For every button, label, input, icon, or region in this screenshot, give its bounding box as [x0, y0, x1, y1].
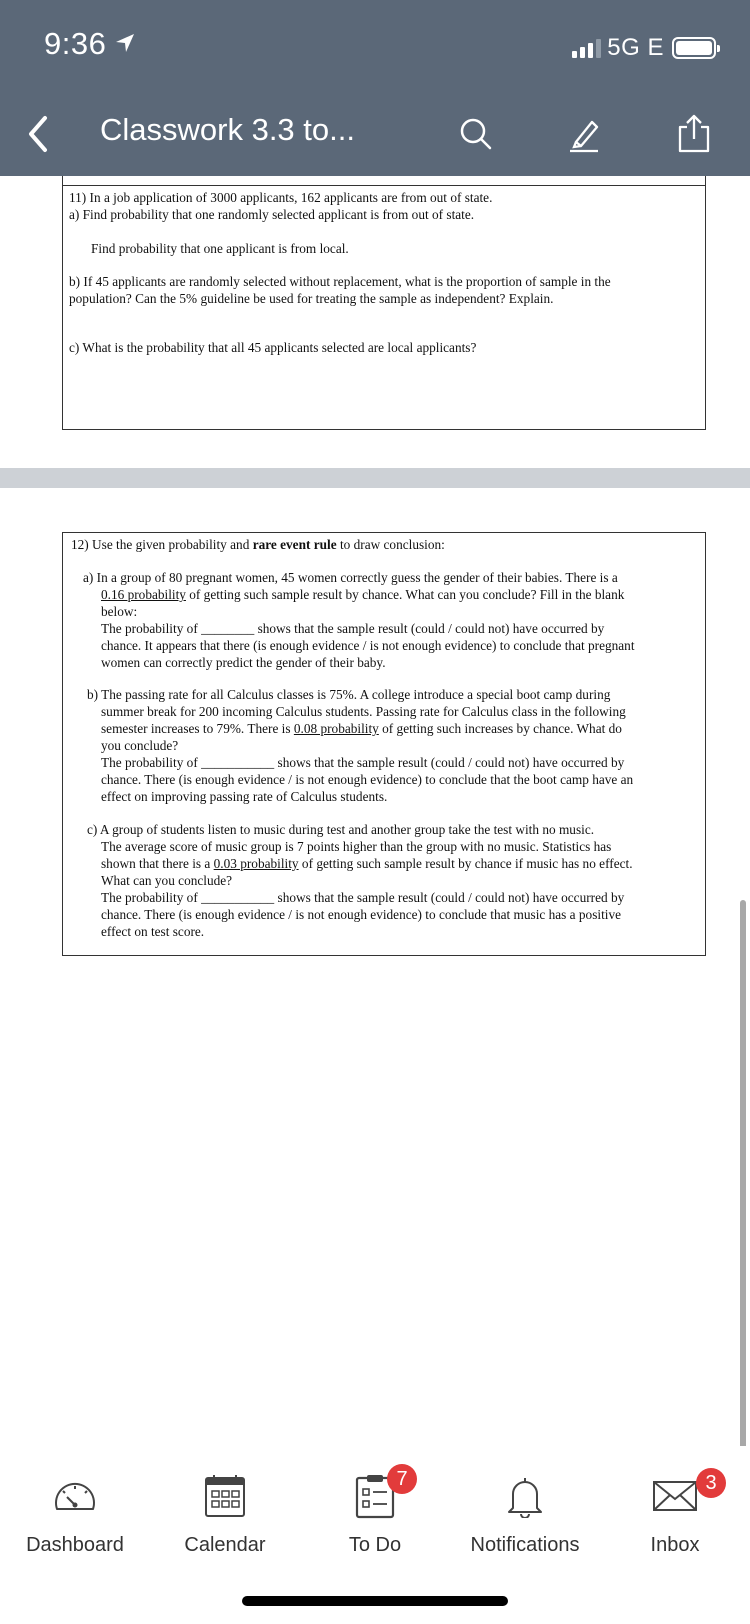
location-arrow-icon [114, 26, 136, 62]
share-icon [674, 113, 714, 155]
q12a-line-3: below: [101, 604, 138, 619]
q12b-line-6: chance. There (is enough evidence / is not enough evidence) to conclude that the boot camp have an [101, 772, 634, 787]
q12c-line-5: The probability of ___________ shows that the sample result (could / could not) have occurred by [101, 890, 625, 905]
q12a-line-5: chance. It appears that there (is enough evidence / is not enough evidence) to conclude that pregnant [101, 638, 635, 653]
q11-line-1: 11) In a job application of 3000 applicants, 162 applicants are from out of state. [69, 190, 493, 205]
q12b-line-4: you conclude? [101, 738, 179, 753]
top-header [0, 0, 750, 176]
todo-badge: 7 [387, 1464, 417, 1494]
tab-label: To Do [348, 1534, 402, 1556]
tab-label: Calendar [184, 1534, 266, 1556]
question-11-box [62, 176, 706, 430]
page-title: Classwork 3.3 to... [100, 112, 355, 147]
q11-line-2: a) Find probability that one randomly selected applicant is from out of state. [69, 207, 475, 222]
back-button[interactable] [10, 106, 66, 162]
q12b-line-2: summer break for 200 incoming Calculus students. Passing rate for Calculus class in the following [101, 704, 626, 719]
q12b-line-1: b) The passing rate for all Calculus classes is 75%. A college introduce a special boot camp during [87, 687, 611, 702]
tab-label: Notifications [470, 1534, 580, 1556]
question-12-box [62, 532, 706, 956]
divider [63, 185, 705, 186]
chevron-left-icon [23, 114, 53, 154]
search-icon [458, 116, 494, 152]
q11-line-6: c) What is the probability that all 45 applicants selected are local applicants? [69, 340, 477, 355]
home-indicator[interactable] [242, 1596, 508, 1606]
q12b-line-7: effect on improving passing rate of Calculus students. [101, 789, 388, 804]
bottom-tab-bar [0, 1446, 750, 1566]
search-button[interactable] [448, 106, 504, 162]
q12a-line-1: a) In a group of 80 pregnant women, 45 women correctly guess the gender of their babies. There is a [83, 570, 618, 585]
share-button[interactable] [666, 106, 722, 162]
calendar-icon [190, 1468, 260, 1524]
q12b-line-5: The probability of ___________ shows that the sample result (could / could not) have occurred by [101, 755, 625, 770]
status-time [44, 26, 136, 62]
inbox-badge: 3 [696, 1468, 726, 1498]
dashboard-icon [40, 1468, 110, 1524]
bell-icon [490, 1468, 560, 1524]
annotate-button[interactable] [556, 106, 612, 162]
q12c-line-3: shown that there is a 0.03 probability of getting such sample result by chance if music has no effect. [101, 856, 633, 871]
status-indicators [572, 34, 716, 62]
page-separator [0, 468, 750, 488]
tab-label: Inbox [650, 1534, 700, 1556]
q12c-line-2: The average score of music group is 7 points higher than the group with no music. Statistics has [101, 839, 612, 854]
todo-clipboard-icon [340, 1468, 410, 1524]
highlighter-icon [564, 114, 604, 154]
q12c-line-4: What can you conclude? [101, 873, 233, 888]
tab-label: Dashboard [26, 1534, 124, 1556]
signal-icon [572, 38, 601, 58]
tab-to-do[interactable] [300, 1446, 450, 1566]
q12c-line-6: chance. There (is enough evidence / is not enough evidence) to conclude that music has a positive [101, 907, 622, 922]
tab-inbox[interactable] [600, 1446, 750, 1566]
tab-calendar[interactable] [150, 1446, 300, 1566]
q11-line-3: Find probability that one applicant is from local. [91, 241, 349, 256]
battery-icon [672, 37, 716, 59]
q12c-line-1: c) A group of students listen to music during test and another group take the test with no music. [87, 822, 595, 837]
scrollbar[interactable] [740, 900, 746, 1446]
tab-notifications[interactable] [450, 1446, 600, 1566]
mail-icon [640, 1468, 717, 1524]
q12a-line-2: 0.16 probability of getting such sample result by chance. What can you conclude? Fill in the blank [101, 587, 625, 602]
q11-line-5: population? Can the 5% guideline be used for treating the sample as independent? Explain. [69, 291, 554, 306]
q12b-line-3: semester increases to 79%. There is 0.08 probability of getting such increases by chance. What do [101, 721, 622, 736]
nav-bar [0, 100, 750, 170]
q11-line-4: b) If 45 applicants are randomly selected without replacement, what is the proportion of sample in the [69, 274, 611, 289]
document-viewer[interactable] [0, 176, 750, 1446]
q12a-line-6: women can correctly predict the gender of their baby. [101, 655, 386, 670]
q12c-line-7: effect on test score. [101, 924, 205, 939]
tab-dashboard[interactable] [0, 1446, 150, 1566]
q12-intro: 12) Use the given probability and rare event rule to draw conclusion: [71, 537, 445, 552]
q12a-line-4: The probability of ________ shows that the sample result (could / could not) have occurred by [101, 621, 605, 636]
clock-text: 9:36 [44, 26, 107, 61]
network-type: 5G E [607, 34, 664, 61]
